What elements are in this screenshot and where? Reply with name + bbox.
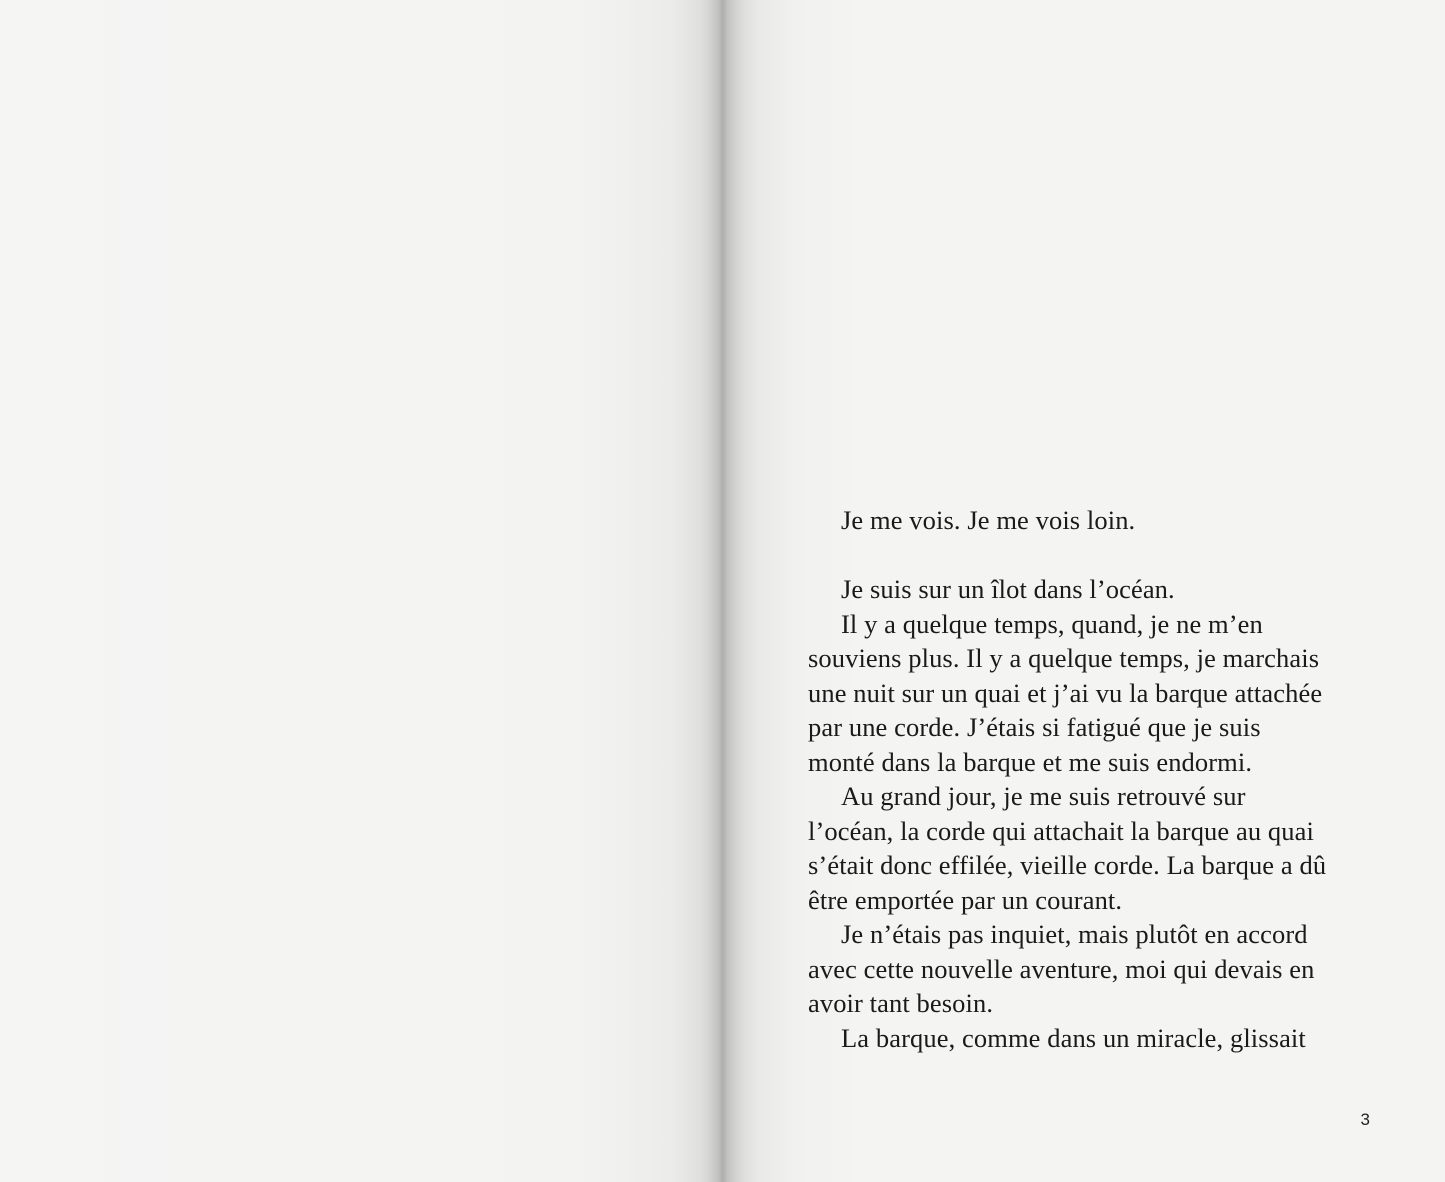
text-line: une nuit sur un quai et j’ai vu la barque attachée [808,677,1323,708]
text-line: avec cette nouvelle aventure, moi qui devais en [808,953,1315,984]
page-number: 3 [1360,1110,1370,1129]
text-line: avoir tant besoin. [808,988,994,1018]
text-line: Je me vois. Je me vois loin. [841,505,1136,535]
text-line: Il y a quelque temps, quand, je ne m’en [841,608,1263,639]
text-line: monté dans la barque et me suis endormi. [808,746,1253,777]
text-line: par une corde. J’étais si fatigué que je suis [808,712,1261,742]
text-line: Je suis sur un îlot dans l’océan. [841,574,1175,604]
blank-line [808,538,1368,573]
text-line: La barque, comme dans un miracle, glissait [841,1022,1306,1053]
text-line: l’océan, la corde qui attachait la barque au quai [808,815,1314,846]
text-line: souviens plus. Il y a quelque temps, je marchais [808,643,1320,673]
left-page-blank [0,0,722,1182]
text-line: être emportée par un courant. [808,884,1123,915]
text-line: s’était donc effilée, vieille corde. La barque a dû [808,850,1327,880]
body-text [808,503,1368,1055]
text-line: Je n’étais pas inquiet, mais plutôt en accord [841,919,1308,949]
text-line: Au grand jour, je me suis retrouvé sur [841,781,1246,811]
book-gutter [700,0,745,1182]
